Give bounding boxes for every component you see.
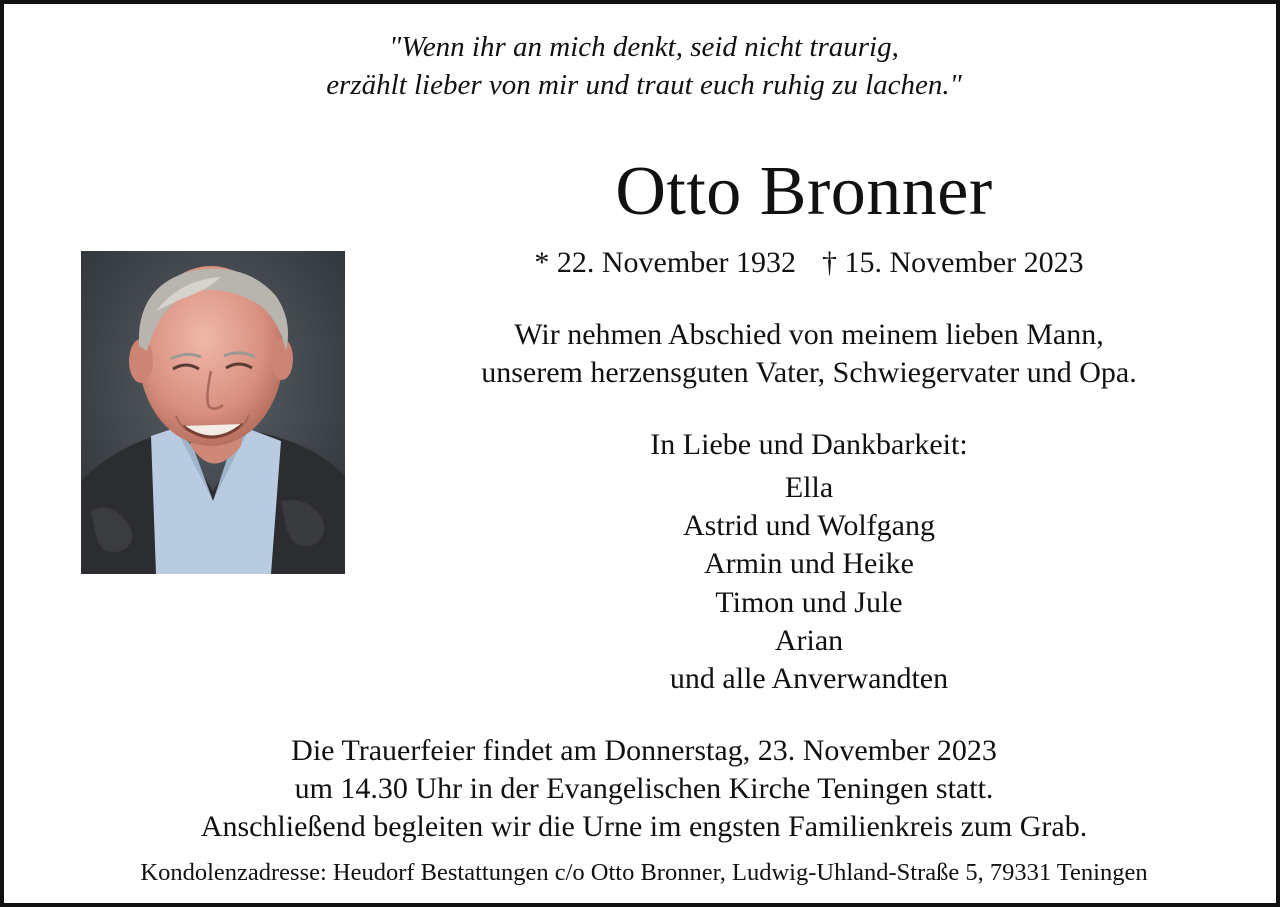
mourner-list [504, 469, 1114, 698]
deceased-name: Otto Bronner [615, 153, 993, 230]
farewell-line-2: unserem herzensguten Vater, Schwiegervater und Opa. [481, 356, 1137, 389]
service-line-1: Die Trauerfeier findet am Donnerstag, 23. November 2023 [291, 734, 997, 767]
list-item: Timon und Jule [715, 585, 903, 619]
quote-line-2: erzählt lieber von mir und traut euch ruhig zu lachen." [326, 69, 962, 101]
birth-date: * 22. November 1932 [534, 246, 796, 279]
list-item: und alle Anverwandten [669, 662, 949, 696]
gratitude-heading: In Liebe und Dankbarkeit: [650, 428, 968, 461]
list-item: Ella [784, 471, 834, 504]
list-item: Astrid und Wolfgang [682, 509, 935, 543]
list-item: Armin und Heike [704, 547, 914, 581]
farewell-line-1: Wir nehmen Abschied von meinem lieben Mann, [514, 318, 1104, 351]
portrait-photo [81, 251, 345, 574]
service-line-3: Anschließend begleiten wir die Urne im engsten Familienkreis zum Grab. [200, 810, 1088, 843]
service-line-2: um 14.30 Uhr in der Evangelischen Kirche Teningen statt. [294, 772, 994, 805]
quote-line-1: "Wenn ihr an mich denkt, seid nicht traurig, [389, 31, 899, 63]
death-date: † 15. November 2023 [822, 246, 1084, 279]
life-dates [444, 244, 1174, 282]
list-item: Arian [774, 623, 844, 657]
condolence-address: Kondolenzadresse: Heudorf Bestattungen c/o Otto Bronner, Ludwig-Uhland-Straße 5, 79331 Teningen [140, 859, 1148, 886]
